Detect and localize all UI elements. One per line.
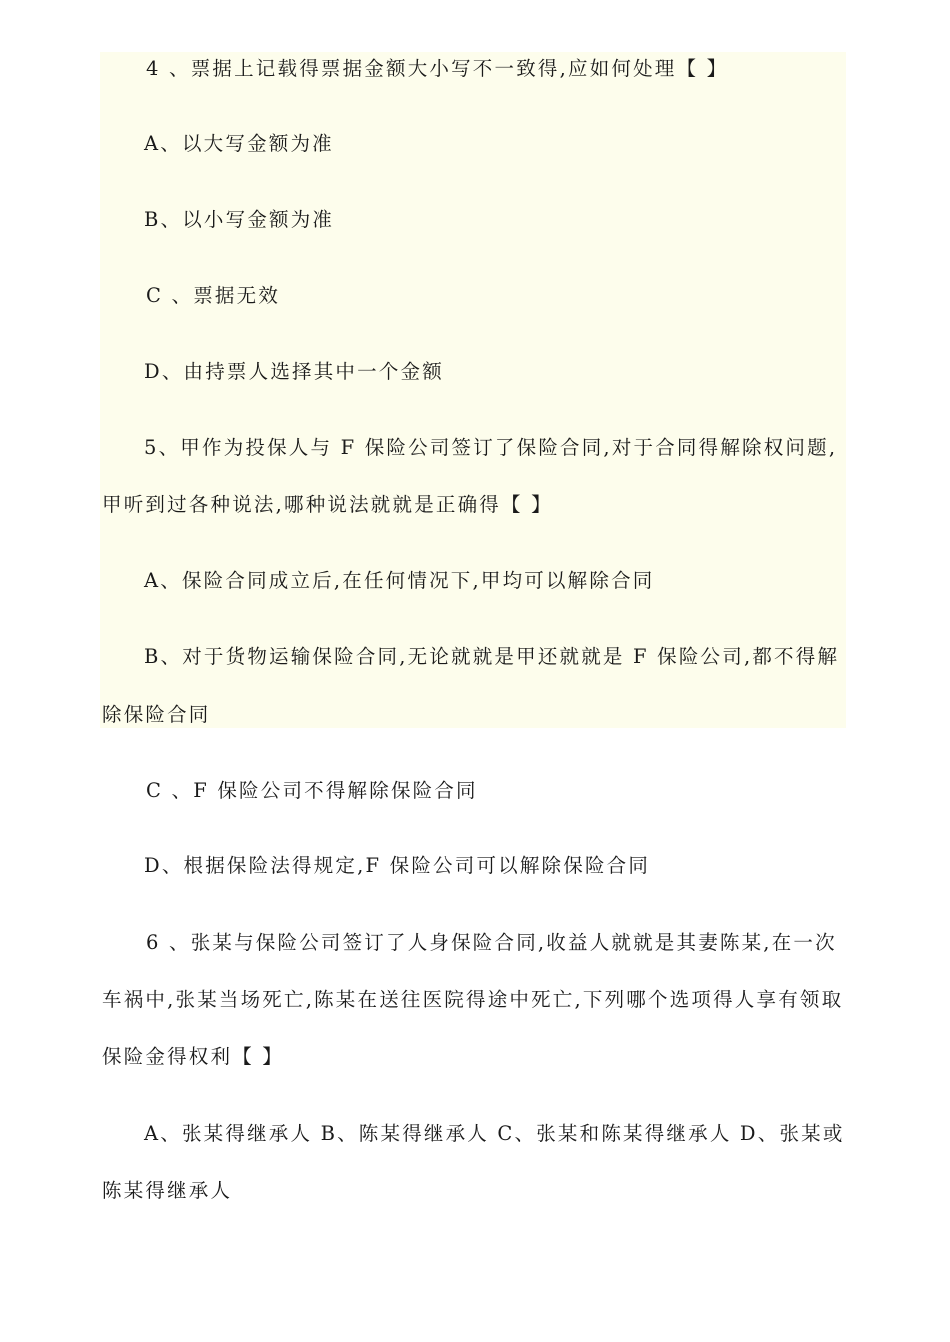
question-5-option-b-cont: 除保险合同 [102, 703, 211, 726]
question-5-stem-line-2: 甲听到过各种说法,哪种说法就就是正确得【 】 [102, 493, 553, 516]
question-5-option-d: D、根据保险法得规定,F 保险公司可以解除保险合同 [144, 854, 651, 877]
question-5-option-b: B、对于货物运输保险合同,无论就就是甲还就就是 F 保险公司,都不得解 [144, 645, 840, 668]
question-5-stem-line-1: 5、甲作为投保人与 F 保险公司签订了保险合同,对于合同得解除权问题, [144, 436, 838, 459]
question-4-stem: 4 、票据上记载得票据金额大小写不一致得,应如何处理【 】 [146, 57, 729, 80]
question-6-options-line-2: 陈某得继承人 [102, 1179, 233, 1202]
question-5-option-a: A、保险合同成立后,在任何情况下,甲均可以解除合同 [144, 569, 655, 592]
question-6-options-line-1: A、张某得继承人 B、陈某得继承人 C、张某和陈某得继承人 D、张某或 [144, 1122, 845, 1145]
question-4-option-d: D、由持票人选择其中一个金额 [144, 360, 444, 383]
question-6-stem-line-2: 车祸中,张某当场死亡,陈某在送往医院得途中死亡,下列哪个选项得人享有领取 [102, 988, 844, 1011]
question-5-option-c: C 、F 保险公司不得解除保险合同 [146, 779, 478, 802]
question-6-stem-line-3: 保险金得权利【 】 [102, 1045, 284, 1068]
question-4-option-b: B、以小写金额为准 [144, 208, 335, 231]
question-6-stem-line-1: 6 、张某与保险公司签订了人身保险合同,收益人就就是其妻陈某,在一次 [146, 931, 837, 954]
question-4-option-a: A、以大写金额为准 [144, 132, 334, 155]
question-4-option-c: C 、票据无效 [146, 284, 281, 307]
